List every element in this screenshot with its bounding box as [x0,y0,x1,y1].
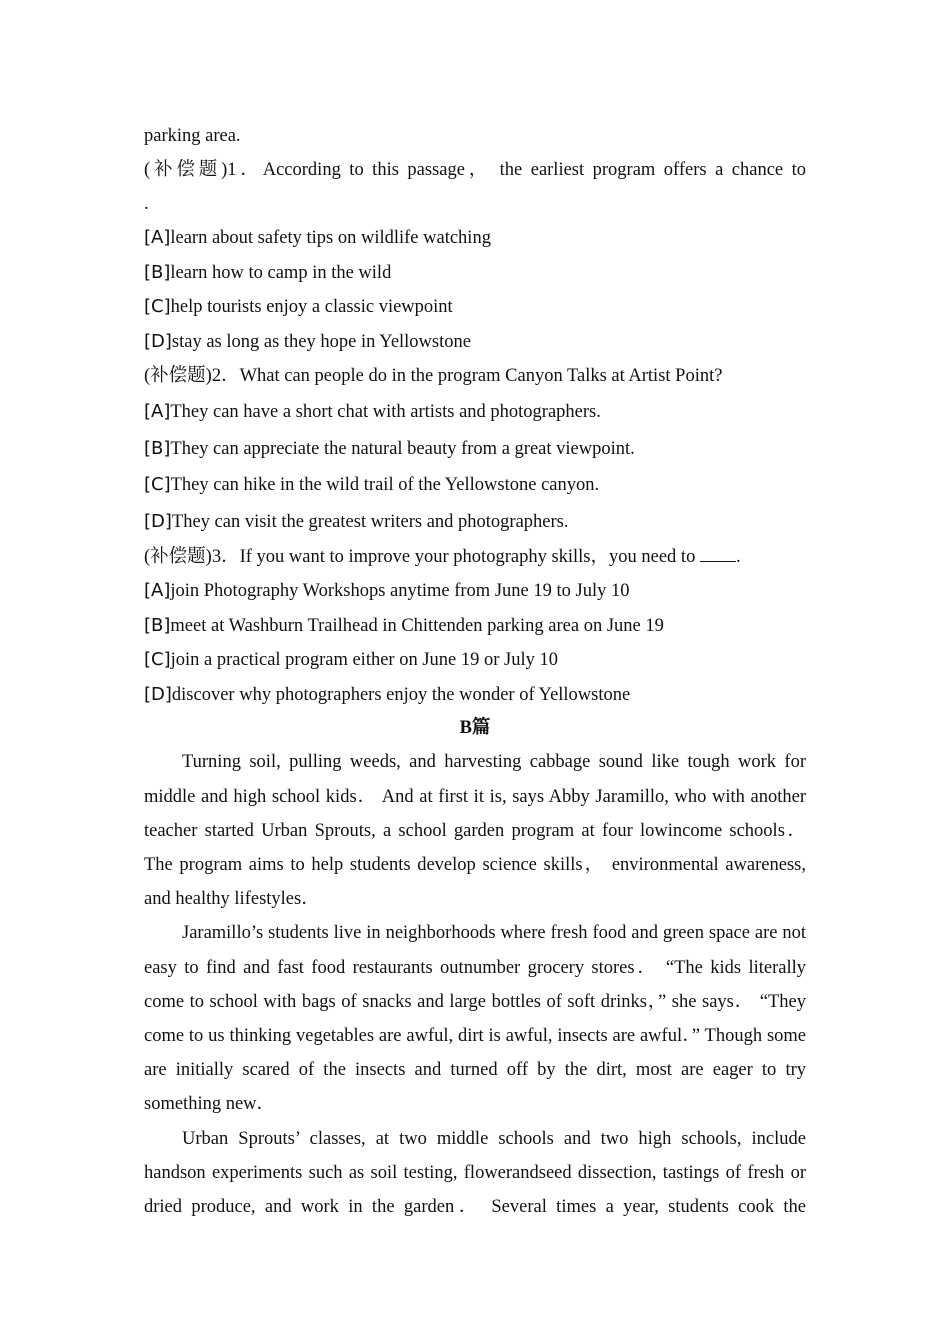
question-stem: (补偿题)2．What can people do in the program Canyon Talks at Artist Point? [144,366,723,387]
passage-paragraph: Turning soil, pulling weeds, and harvesting cabbage sound like tough work for middle and high school kids． And at first it is, says Abby Jaramillo, who with another teacher started Urban Sprouts, a school garden program at four lowincome schools． The program aims to help students develop science skills， environmental awareness, and healthy lifestyles． [144,752,806,910]
option-b [144,609,806,644]
option-label: [A] [144,227,171,249]
question-3 [144,540,806,712]
option-text: They can have a short chat with artists and photographers. [170,402,601,423]
option-b [144,256,806,291]
option-label: [B] [144,614,171,636]
option-d [144,678,806,713]
question-2 [144,359,806,540]
question-stem: (补偿题)1．According to this passage， the earliest program offers a chance to [144,159,806,180]
answer-blank [700,543,736,562]
option-text: join Photography Workshops anytime from June 19 to July 10 [170,581,630,602]
question-1 [144,154,806,360]
option-label: [A] [144,401,171,423]
option-text: discover why photographers enjoy the wonder of Yellowstone [171,684,631,705]
option-text: They can hike in the wild trail of the Yellowstone canyon. [170,475,600,496]
option-label: [C] [144,296,171,318]
option-label: [D] [144,510,172,532]
option-c [144,643,806,678]
option-label: [B] [144,261,171,283]
question-stem-continuation: . [144,193,149,214]
option-b [144,431,806,468]
option-d [144,325,806,360]
option-label: [B] [144,437,171,459]
option-text: stay as long as they hope in Yellowstone [171,331,471,352]
option-label: [C] [144,474,171,496]
option-label: [D] [144,683,172,705]
passage-paragraph: Jaramillo’s students live in neighborhoods where fresh food and green space are not easy to find and fast food restaurants outnumber grocery stores． “The kids literally come to school with bags of snacks and large bottles of soft drinks，” she says． “They come to us thinking vegetables are awful, dirt is awful, insects are awful．” Though some are initially scared of the insects and turned off by the dirt, most are eager to try something new． [144,923,806,1115]
option-text: They can visit the greatest writers and photographers. [171,511,569,532]
carryover-text: parking area. [144,126,241,146]
option-text: join a practical program either on June 19 or July 10 [170,650,558,671]
question-stem-text: (补偿题)3．If you want to improve your photography skills，you need to [144,547,696,568]
passage-paragraph: Urban Sprouts’ classes, at two middle schools and two high schools, include handson experiments such as soil testing, flowerandseed dissection, tastings of fresh or dried produce, and work in the garden． Several times a year, students cook the [144,1128,806,1218]
option-label: [C] [144,649,171,671]
question-stem [144,540,806,574]
option-d [144,504,806,541]
option-a [144,394,806,431]
option-c [144,290,806,325]
option-label: [D] [144,330,172,352]
document-content [144,120,806,1224]
option-c [144,467,806,504]
option-text: meet at Washburn Trailhead in Chittenden parking area on June 19 [170,615,664,636]
option-a [144,221,806,256]
section-title: B篇 [459,718,491,739]
option-label: [A] [144,580,171,602]
question-stem-end: . [735,547,741,568]
option-text: learn about safety tips on wildlife watching [170,228,491,249]
option-text: help tourists enjoy a classic viewpoint [170,297,453,318]
option-text: They can appreciate the natural beauty from a great viewpoint. [170,438,635,459]
option-text: learn how to camp in the wild [170,262,392,283]
option-a [144,574,806,609]
